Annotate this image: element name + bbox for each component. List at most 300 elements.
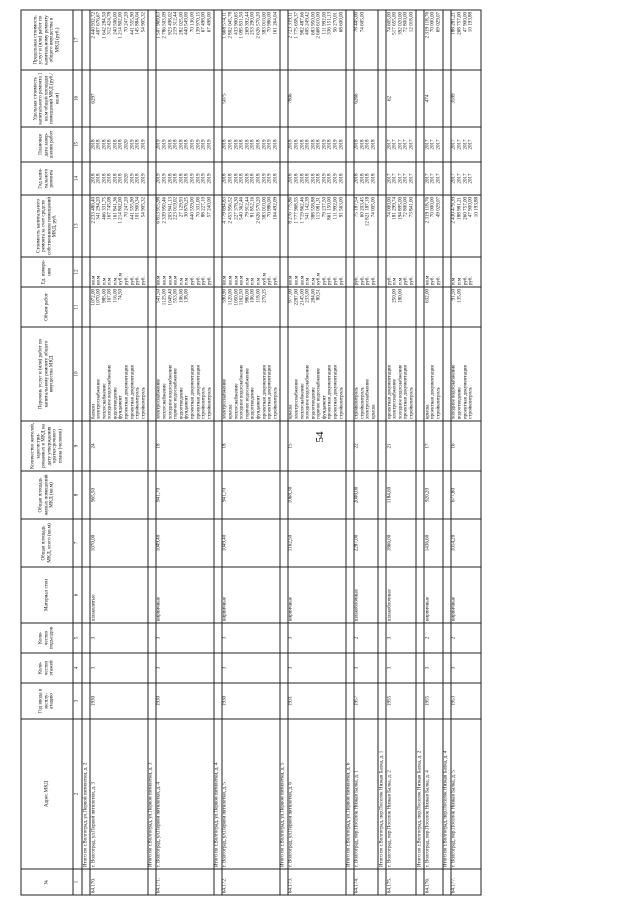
repair-year-line: 2018 <box>243 172 250 184</box>
completion-year-line: 2018 <box>95 138 102 150</box>
wall-material: кирпичные <box>221 567 279 623</box>
residents-count: 16 <box>450 421 480 471</box>
completion-year-line: 2018 <box>315 138 322 150</box>
subtotal-empty-cell <box>279 421 287 471</box>
repair-cost-line: 1 214 802,00 <box>117 196 124 224</box>
completion-year-line: 2018 <box>298 138 305 150</box>
total-area: 1014,20 <box>450 519 480 567</box>
entrances-count: 3 <box>386 623 416 653</box>
work-volume-line: 980,00 <box>243 288 250 303</box>
work-volume-line <box>354 288 360 324</box>
completion-year <box>90 127 148 162</box>
repair-cost-line: 6 813 915,98 <box>155 196 162 224</box>
repair-year-line: 2018 <box>117 172 124 184</box>
work-type-line: холодное водоснабжение <box>238 364 245 419</box>
limit-cost-line: 12 018,00 <box>408 11 414 32</box>
repair-cost-line: 70 986,00 <box>266 196 273 217</box>
subtotal-empty-cell <box>442 127 450 162</box>
work-volume <box>353 287 377 327</box>
work-type-line: фундамент <box>254 394 261 419</box>
repair-year <box>386 162 416 195</box>
subtotal-empty-cell <box>416 127 424 162</box>
subtotal-cost-cell <box>147 162 155 195</box>
completion-year-line: 2018 <box>364 138 371 150</box>
subtotal-empty-cell <box>213 623 221 653</box>
repair-year <box>155 162 213 195</box>
completion-year-line: 2018 <box>89 138 96 150</box>
column-number: 16 <box>73 70 82 127</box>
total-area: 1436,60 <box>424 519 443 567</box>
living-area: 1184,60 <box>386 471 416 519</box>
completion-year-line: 2018 <box>106 138 113 150</box>
total-area: 1070,00 <box>90 519 148 567</box>
work-volume-line <box>327 288 333 324</box>
column-number: 2 <box>73 719 82 869</box>
work-type-line: стройконтроль <box>200 386 207 419</box>
repair-cost-line: 2 626 570,20 <box>254 196 261 224</box>
commission-year: 1930 <box>221 683 279 719</box>
work-volume <box>90 287 148 327</box>
work-type <box>221 327 279 421</box>
measure-unit-line: п.м <box>249 277 256 285</box>
total-area: 1162,50 <box>287 519 345 567</box>
measure-unit-line: кв.м <box>95 275 102 285</box>
completion-year-line: 2017 <box>423 138 430 150</box>
column-number: 6 <box>73 567 82 623</box>
work-volume-line <box>436 288 442 324</box>
column-number: 3 <box>73 683 82 719</box>
work-volume-line <box>463 288 469 324</box>
limit-cost-line: 2 440 932,72 <box>89 11 96 39</box>
residents-count: 18 <box>221 421 279 471</box>
living-area: 920,20 <box>424 471 443 519</box>
repair-year-line: 2019 <box>155 172 162 184</box>
completion-year-line: 2017 <box>450 138 457 150</box>
limit-cost-line: 517 655,00 <box>391 11 398 35</box>
repair-year-line: 2017 <box>402 172 409 184</box>
residents-count: 22 <box>353 421 377 471</box>
repair-year-line: 2018 <box>111 172 118 184</box>
work-volume-line <box>141 288 147 324</box>
repair-cost-line: 73 841,00 <box>408 196 414 217</box>
column-number: 5 <box>73 623 82 653</box>
repair-cost-line: 47 900,00 <box>467 196 474 217</box>
work-volume-line <box>430 288 436 324</box>
subtotal-empty-cell <box>279 327 287 421</box>
completion-year-line: 2018 <box>221 138 228 150</box>
limit-cost-line: 433 900,65 <box>232 11 239 35</box>
work-type-line: электроснабжение <box>391 378 398 419</box>
limit-cost-line: 67 498,00 <box>205 11 212 32</box>
repair-cost-line: 441 555,90 <box>128 196 135 220</box>
completion-year <box>155 127 213 162</box>
limit-cost-line: 2 802 045,78 <box>226 11 233 39</box>
measure-unit-line: п.м <box>177 277 184 285</box>
limit-cost-line: 219 312,44 <box>172 11 179 35</box>
limit-cost-line: 441 555,90 <box>128 11 135 35</box>
column-number: 11 <box>73 287 82 327</box>
repair-year <box>450 162 480 195</box>
building-address: г. Волгоград, пер.Поселок Низкая Балка, д. 5 <box>450 719 480 869</box>
repair-year <box>287 162 345 195</box>
work-type-line: стройконтроль <box>358 386 365 419</box>
measure-unit-line: руб. <box>194 275 201 285</box>
limit-cost-line <box>365 11 371 67</box>
repair-cost-line: 2 453 956,52 <box>226 196 233 224</box>
work-type-line: проектная документация <box>260 364 267 419</box>
repair-cost-line: 2 430 479,39 <box>450 196 457 224</box>
subtotal-empty-cell <box>82 257 90 287</box>
limit-cost-line: 2 319 118,76 <box>423 11 430 38</box>
completion-year-line: 2018 <box>304 138 311 150</box>
repair-year-line: 2018 <box>315 172 322 184</box>
work-volume-line <box>201 288 207 324</box>
subtotal-num-cell <box>442 869 450 895</box>
repair-cost-line: 161 841,36 <box>111 196 118 220</box>
repair-cost-line: 2 339 950,46 <box>161 196 168 224</box>
column-number: 10 <box>73 327 82 421</box>
repair-year-line: 2018 <box>134 172 141 184</box>
work-type <box>90 327 148 421</box>
work-type-line: проектная документация <box>461 364 468 419</box>
work-volume-line: 985,00 <box>100 288 107 303</box>
measure-unit-line: п.м <box>100 277 107 285</box>
entrances-count: 3 <box>155 623 213 653</box>
repair-cost-line: 70 000,00 <box>429 196 436 217</box>
wall-material: шлакоблочные <box>353 567 377 623</box>
subtotal-empty-cell <box>442 519 450 567</box>
completion-year-line: 2018 <box>111 138 118 150</box>
repair-cost-line: 70 247,20 <box>123 196 130 217</box>
column-number: 9 <box>73 421 82 471</box>
measure-unit-line: п.м <box>243 277 250 285</box>
work-type <box>386 327 416 421</box>
repair-year <box>353 162 377 195</box>
limit-cost-line: 2 668 610,00 <box>315 11 322 39</box>
unit-cost: 6266 <box>353 70 377 127</box>
work-type-line: электроснабжение <box>292 378 299 419</box>
repair-year-line: 2017 <box>467 172 474 184</box>
measure-unit-line: кв.м <box>292 275 299 285</box>
subtotal-empty-cell <box>345 653 353 683</box>
repair-cost-line: 27 129,93 <box>177 196 184 217</box>
building-address: г. Волгоград, ул.Первой пятилетки, д. 5 <box>221 719 279 869</box>
floors-count: 3 <box>221 653 279 683</box>
subtotal-empty-cell <box>378 127 386 162</box>
column-header: Коли-чество подъездов <box>21 623 73 653</box>
repair-year-line: 2018 <box>370 172 377 184</box>
measure-unit-line: руб. <box>128 275 135 285</box>
subtotal-num-cell <box>279 869 287 895</box>
repair-cost-line: 388 558,88 <box>309 196 316 220</box>
subtotal-empty-cell <box>416 683 424 719</box>
work-type-line: водоотведение <box>455 386 462 419</box>
repair-cost-line: 167 745,08 <box>106 196 113 220</box>
measure-unit-line: кв.м <box>161 275 168 285</box>
repair-cost-line: 30 876,25 <box>183 196 190 217</box>
work-volume-line: 1070,00 <box>95 288 102 305</box>
completion-year-line: 2019 <box>260 138 267 150</box>
work-volume-line: 1120,00 <box>226 288 233 305</box>
subtotal-empty-cell <box>147 653 155 683</box>
repair-year-line: 2020 <box>123 172 130 184</box>
limit-cost-line: 188 281,21 <box>450 11 457 35</box>
repair-cost-line: 203 941,13 <box>166 196 173 220</box>
limit-cost-line: 54 905,32 <box>139 11 146 32</box>
floors-count: 3 <box>450 653 480 683</box>
work-type-line: водоотведение <box>177 386 184 419</box>
unit-cost: 7806 <box>287 70 345 127</box>
column-header: Стоимость капитального ремонта за счет средств собственников помещений МКД, руб. <box>21 195 73 257</box>
work-volume <box>221 287 279 327</box>
subtotal-empty-cell <box>213 683 221 719</box>
living-area: 941,70 <box>155 471 213 519</box>
work-type <box>424 327 443 421</box>
repair-cost-line: 260 757,00 <box>461 196 468 220</box>
repair-year-line: 2017 <box>461 172 468 184</box>
measure-unit-line: руб. <box>364 275 371 285</box>
wall-material: кирпичные <box>287 567 345 623</box>
wall-material: шлаколитые <box>90 567 148 623</box>
subtotal-empty-cell <box>213 567 221 623</box>
subtotal-empty-cell <box>147 519 155 567</box>
limit-cost-line: 70 247,20 <box>123 11 130 32</box>
work-volume-line: 106,00 <box>177 288 184 303</box>
floors-count: 3 <box>287 653 345 683</box>
repair-cost <box>450 195 480 257</box>
row-number: 64.173. <box>287 869 345 895</box>
work-type-line: электроснабжение <box>221 378 228 419</box>
work-volume-line: 1162,50 <box>238 288 245 305</box>
residents-count: 17 <box>424 421 443 471</box>
work-type-line: проектная документация <box>402 364 409 419</box>
work-type-line: холодное водоснабжение <box>166 364 173 419</box>
limit-cost <box>424 10 443 70</box>
subtotal-empty-cell <box>416 421 424 471</box>
subtotal-empty-cell <box>345 70 353 127</box>
limit-cost-line: 47 900,00 <box>461 11 468 32</box>
work-type-line: электроснабжение <box>95 378 102 419</box>
repair-year-line: 2019 <box>128 172 135 184</box>
subtotal-empty-cell <box>378 653 386 683</box>
repair-cost-line: 341 294,20 <box>95 196 102 220</box>
work-volume-line: 106,00 <box>249 288 256 303</box>
measure-unit <box>424 257 443 287</box>
column-number: 1 <box>73 869 82 895</box>
limit-cost-line: 10 193,88 <box>467 11 474 32</box>
repair-cost <box>90 195 148 257</box>
limit-cost-line: 2 723 319,11 <box>287 11 294 38</box>
work-volume-line <box>339 288 345 324</box>
repair-year-line: 2018 <box>238 172 245 184</box>
limit-cost-line: 1 642 284,50 <box>100 11 107 39</box>
work-type-line: горячее водоснабжение <box>243 367 250 419</box>
limit-cost-line: 312 424,78 <box>106 11 113 35</box>
repair-year-line: 2018 <box>309 172 316 184</box>
completion-year-line: 2018 <box>337 138 344 150</box>
work-volume <box>287 287 345 327</box>
work-volume-line: 590,90 <box>221 288 228 303</box>
building-address: г. Волгоград, ул.Первой пятилетки, д. 6 <box>287 719 345 869</box>
completion-year-line: 2017 <box>461 138 468 150</box>
measure-unit-line: п.м <box>455 277 462 285</box>
limit-cost-line: 145 884,04 <box>134 11 141 35</box>
work-volume-line: 541,50 <box>155 288 162 303</box>
subtotal-empty-cell <box>416 567 424 623</box>
work-volume-line <box>124 288 130 324</box>
limit-cost <box>353 10 377 70</box>
measure-unit-line: кв.м <box>155 275 162 285</box>
work-volume-line: 233,00 <box>304 288 311 303</box>
floors-count: 3 <box>424 653 443 683</box>
subtotal-empty-cell <box>345 623 353 653</box>
limit-cost <box>221 10 279 70</box>
limit-cost-line: 67 498,00 <box>200 11 207 32</box>
subtotal-empty-cell <box>82 683 90 719</box>
work-volume-line <box>273 288 279 324</box>
subtotal-label: Итого по г.Волгоград, пер.Поселок Низкая Балка, д. 1 <box>378 719 386 869</box>
work-type-line: теплоснабжение <box>100 383 107 419</box>
limit-cost-line: 1 507 969,63 <box>155 11 162 39</box>
work-volume-line: 1125,00 <box>161 288 168 305</box>
subtotal-empty-cell <box>442 10 450 70</box>
limit-cost-line: 336 151,13 <box>326 11 333 35</box>
completion-year-line: 2017 <box>467 138 474 150</box>
column-header: Плановая дата завер-шения работ <box>21 127 73 162</box>
work-type-line: стройконтроль <box>337 386 344 419</box>
measure-unit-line: руб. <box>370 275 377 285</box>
residents-count: 15 <box>287 421 345 471</box>
subtotal-empty-cell <box>213 287 221 327</box>
repair-year-line: 2018 <box>254 172 261 184</box>
completion-year-line: 2018 <box>232 138 239 150</box>
subtotal-empty-cell <box>213 327 221 421</box>
work-volume-line <box>267 288 273 324</box>
repair-cost-line: 72 800,00 <box>402 196 409 217</box>
work-volume-line: 284,00 <box>309 288 316 303</box>
unit-cost: 6297 <box>90 70 148 127</box>
work-type-line: холодное водоснабжение <box>396 364 403 419</box>
repair-year-line: 2019 <box>205 172 212 184</box>
building-address: г. Волгоград, пер.Поселок Низкая Балка, д. 4 <box>424 719 443 869</box>
work-type-line: горячее водоснабжение <box>172 367 179 419</box>
repair-cost-line: 88 227,10 <box>200 196 207 217</box>
repair-cost-line: 113 081,31 <box>315 196 322 220</box>
subtotal-empty-cell <box>279 623 287 653</box>
completion-year-line: 2019 <box>139 138 146 150</box>
work-type-line: фундамент <box>183 394 190 419</box>
limit-cost-line: 72 800,00 <box>402 11 409 32</box>
work-volume-line: 91,50 <box>450 288 457 300</box>
measure-unit <box>450 257 480 287</box>
subtotal-empty-cell <box>345 327 353 421</box>
work-volume-line <box>468 288 474 324</box>
subtotal-empty-cell <box>345 567 353 623</box>
limit-cost-line: 982 487,66 <box>298 11 305 35</box>
entrances-count: 3 <box>90 623 148 653</box>
subtotal-empty-cell <box>147 127 155 162</box>
column-number: 14 <box>73 162 82 195</box>
measure-unit-line: руб. <box>402 275 409 285</box>
subtotal-empty-cell <box>82 519 90 567</box>
work-volume-line: 118,00 <box>254 288 261 303</box>
work-volume-line: 632,00 <box>423 288 430 303</box>
work-type-line: крыша <box>287 403 294 419</box>
measure-unit <box>386 257 416 287</box>
limit-cost-line: 1 668 574,11 <box>221 11 228 38</box>
measure-unit-line: руб. <box>139 275 146 285</box>
repair-cost-line: 1 777 968,55 <box>292 196 299 224</box>
repair-cost-line: 75 187,54 <box>353 196 360 217</box>
subtotal-empty-cell <box>378 70 386 127</box>
measure-unit-line: руб. <box>266 275 273 285</box>
work-type-line: проектная документация <box>332 364 339 419</box>
subtotal-label: Итого по г.Волгоград, ул.Первой пятилетки, д. 2 <box>82 719 90 869</box>
repair-cost-line: 466 331,75 <box>100 196 107 220</box>
subtotal-unit-cell <box>378 195 386 257</box>
repair-year-line: 2018 <box>226 172 233 184</box>
completion-year-line: 2019 <box>128 138 135 150</box>
commission-year: 1957 <box>353 683 377 719</box>
unit-cost: 3599 <box>450 70 480 127</box>
wall-material: кирпичные <box>155 567 213 623</box>
repair-year-line: 2018 <box>358 172 365 184</box>
completion-year <box>221 127 279 162</box>
completion-year-line: 2018 <box>309 138 316 150</box>
subtotal-empty-cell <box>147 567 155 623</box>
repair-year-line: 2019 <box>266 172 273 184</box>
subtotal-cost-cell <box>416 162 424 195</box>
subtotal-empty-cell <box>82 653 90 683</box>
work-volume-line <box>333 288 339 324</box>
limit-cost-line: 440 549,00 <box>183 11 190 35</box>
subtotal-empty-cell <box>147 257 155 287</box>
limit-cost <box>287 10 345 70</box>
completion-year <box>450 127 480 162</box>
repair-cost-line: 223 019,02 <box>172 196 179 220</box>
work-type-line: стройконтроль <box>271 386 278 419</box>
completion-year-line: 2018 <box>370 138 377 150</box>
repair-year-line: 2019 <box>260 172 267 184</box>
repair-cost-line: 188 981,21 <box>455 196 462 220</box>
subtotal-cost-cell <box>442 162 450 195</box>
repair-year-line: 2018 <box>304 172 311 184</box>
repair-year-line: 2018 <box>364 172 371 184</box>
row-number: 64.177. <box>450 869 480 895</box>
subtotal-empty-cell <box>416 653 424 683</box>
total-area: 1866,00 <box>386 519 416 567</box>
work-type <box>287 327 345 421</box>
work-type-line: водоотведение <box>249 386 256 419</box>
limit-cost-line: 68 600,00 <box>337 11 344 32</box>
completion-year-line: 2019 <box>332 138 339 150</box>
building-address: г. Волгоград, пер.Поселок Низкая Балка, д. 2 <box>386 719 416 869</box>
completion-year-line: 2018 <box>117 138 124 150</box>
column-header: Год капи-тального ремонта <box>21 162 73 195</box>
limit-cost-line: 268 757,00 <box>455 11 462 35</box>
column-number: 12 <box>73 257 82 287</box>
repair-year-line: 2019 <box>139 172 146 184</box>
measure-unit <box>353 257 377 287</box>
limit-cost-line: 56 270,01 <box>332 11 339 32</box>
completion-year-line: 2018 <box>254 138 261 150</box>
measure-unit-line: куб.м <box>260 272 267 285</box>
measure-unit-line: п.м <box>111 277 118 285</box>
measure-unit-line: руб. <box>429 275 436 285</box>
subtotal-unit-cell <box>416 195 424 257</box>
completion-year-line: 2019 <box>194 138 201 150</box>
subtotal-num-cell <box>82 869 90 895</box>
